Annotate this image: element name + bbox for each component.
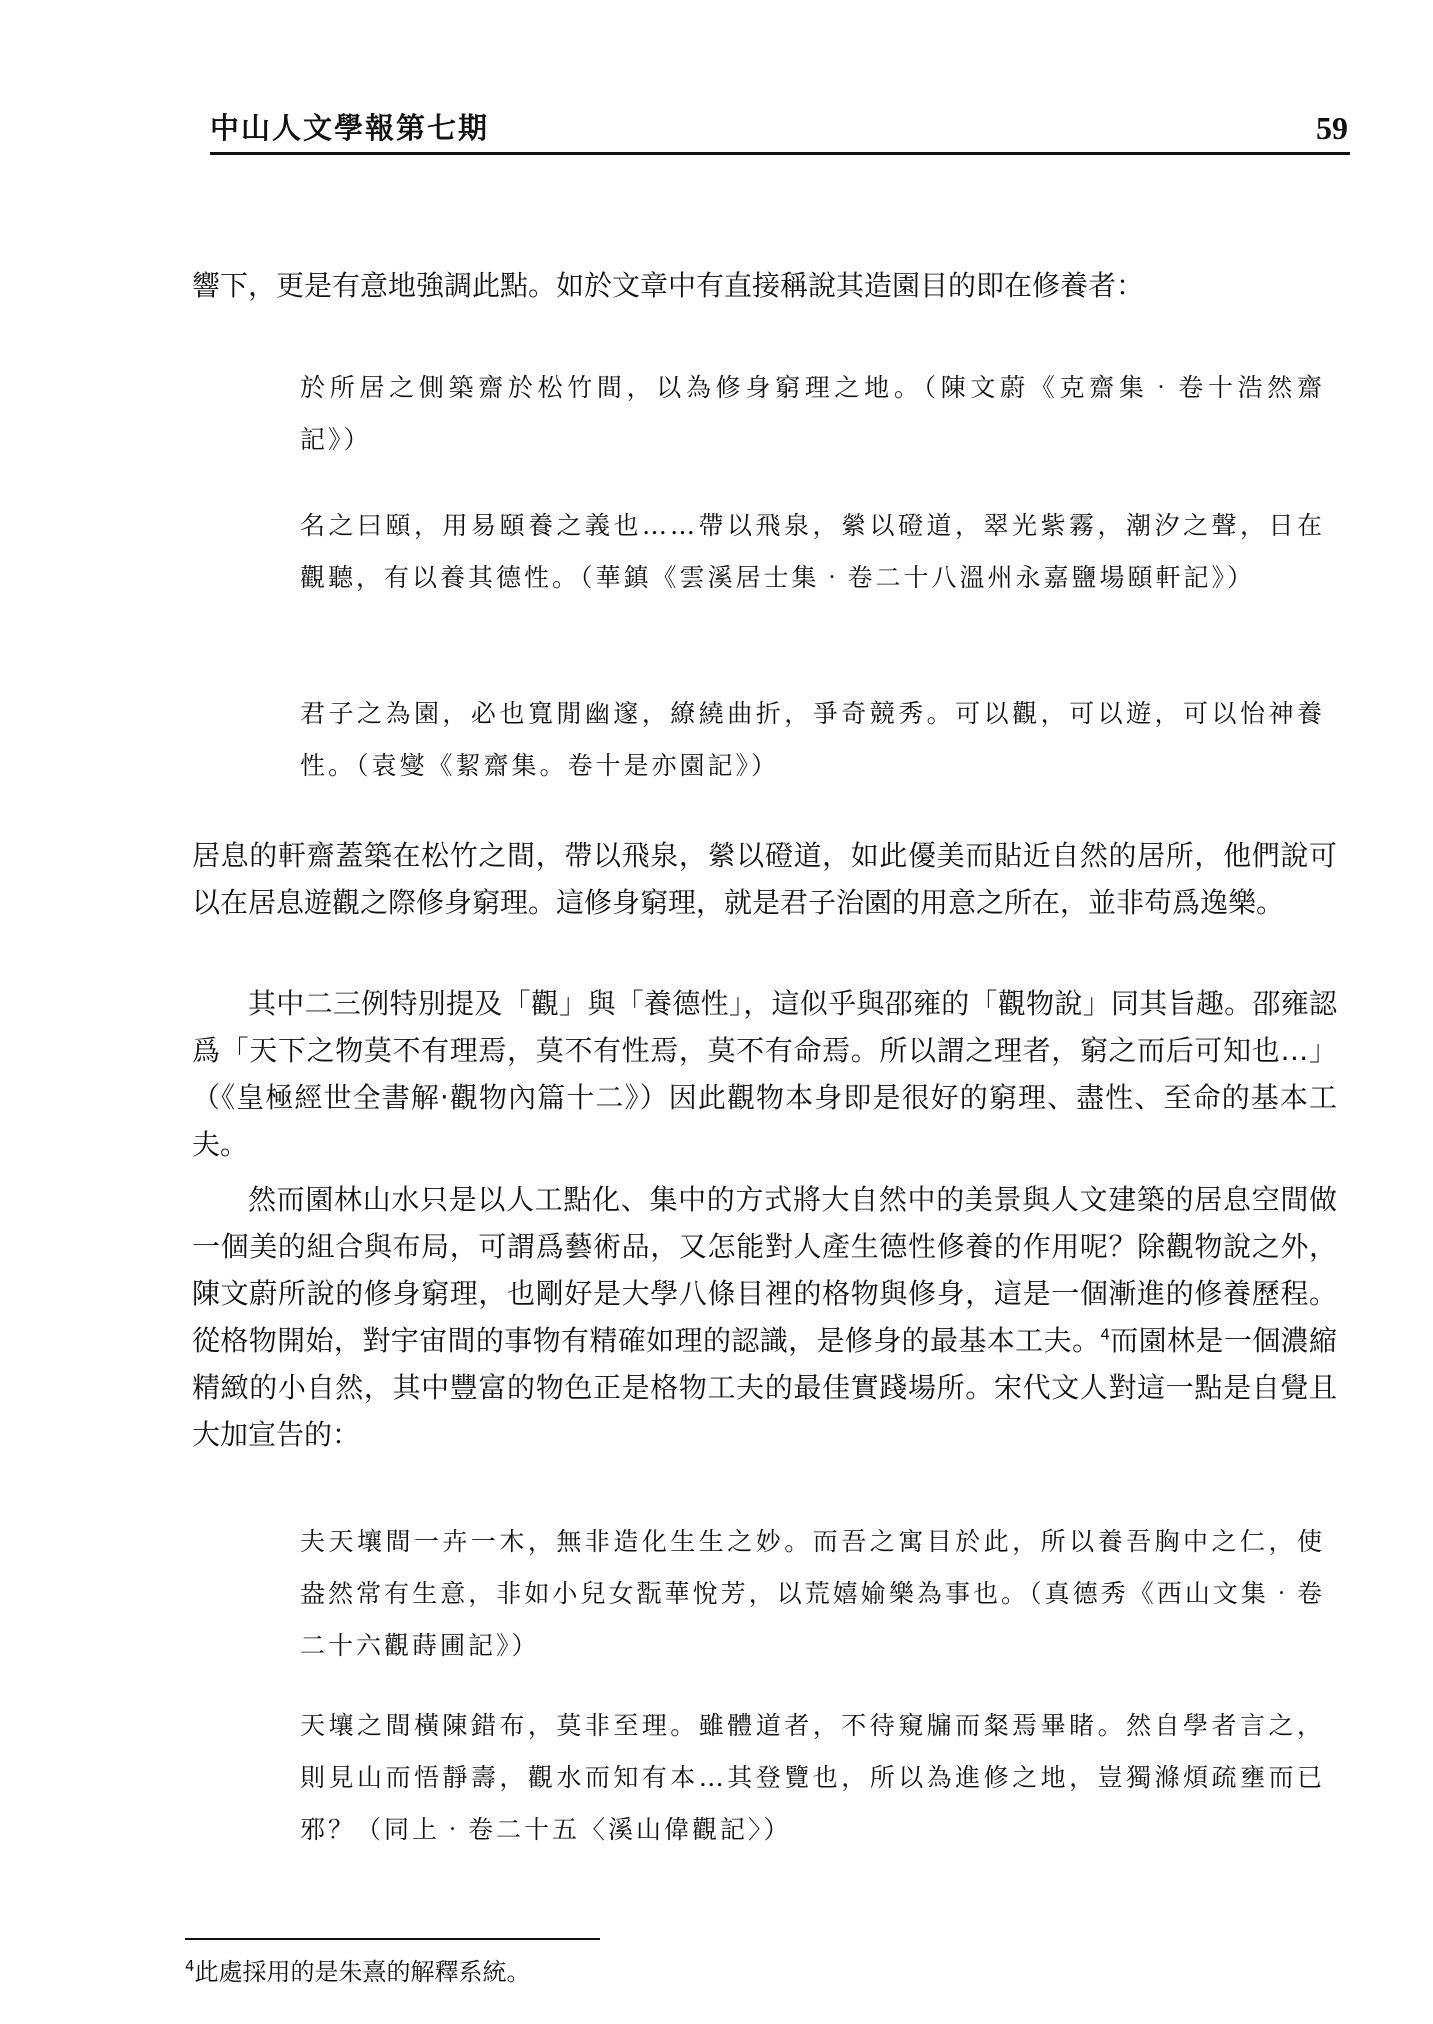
- block-quote-1: 於所居之側築齋於松竹間，以為修身窮理之地。（陳文蔚《克齋集‧卷十浩然齋記》）: [300, 373, 1325, 454]
- paragraph-4-part-2: 而園林是一個濃縮精緻的小自然，其中豐富的物色正是格物工夫的最佳實踐場所。宋代文人對這一點是自覺且大加宣告的：: [192, 1324, 1337, 1451]
- paragraph-4-part-1: 然而園林山水只是以人工點化、集中的方式將大自然中的美景與人文建築的居息空間做一個美的組合與布局，可謂爲藝術品，又怎能對人產生德性修養的作用呢？除觀物說之外，陳文蔚所說的修身窮理，也剛好是大學八條目裡的格物與修身，這是一個漸進的修養歷程。從格物開始，對宇宙間的事物有精確如理的認識，是修身的最基本工夫。: [192, 1183, 1337, 1357]
- running-header: [210, 100, 1350, 155]
- footnote-text: 此處採用的是朱熹的解釋系統。: [194, 1958, 531, 1986]
- footnote: [185, 1952, 531, 1987]
- body-paragraph-1: 響下，更是有意地強調此點。如於文章中有直接稱說其造園目的即在修養者：: [192, 269, 1145, 302]
- block-quote-5: 天壤之間橫陳錯布，莫非至理。雖體道者，不待窺牖而粲焉畢睹。然自學者言之，則見山而悟靜壽，觀水而知有本…其登覽也，所以為進修之地，豈獨滌煩疏壅而已邪？（同上‧卷二十五〈溪山偉觀記〉）: [300, 1711, 1325, 1844]
- block-quote-3: 君子之為園，必也寬閒幽邃，繚繞曲折，爭奇競秀。可以觀，可以遊，可以怡神養性。（袁燮《絜齋集。卷十是亦園記》）: [300, 699, 1325, 780]
- footnote-number: 4: [185, 1957, 195, 1975]
- footnote-marker: 4: [1100, 1325, 1110, 1344]
- body-paragraph-3: 其中二三例特別提及「觀」與「養德性」，這似乎與邵雍的「觀物說」同其旨趣。邵雍認爲「天下之物莫不有理焉，莫不有性焉，莫不有命焉。所以謂之理者，窮之而后可知也…」（《皇極經世全書解‧觀物內篇十二》）因此觀物本身即是很好的窮理、盡性、至命的基本工夫。: [192, 987, 1337, 1161]
- block-quote-2: 名之曰頤，用易頤養之義也……帶以飛泉，縈以磴道，翠光紫霧，潮汐之聲，日在觀聽，有以養其德性。（華鎮《雲溪居士集‧卷二十八溫州永嘉鹽場頤軒記》）: [300, 511, 1325, 592]
- journal-title: 中山人文學報第七期: [210, 111, 490, 145]
- page-number: 59: [1316, 110, 1348, 146]
- body-paragraph-4: [192, 1176, 1337, 1458]
- block-quote-4: 夫天壤間一卉一木，無非造化生生之妙。而吾之寓目於此，所以養吾胸中之仁，使盎然常有生意，非如小兒女翫華悅芳，以荒嬉媮樂為事也。（真德秀《西山文集‧卷二十六觀蒔圃記》）: [300, 1527, 1325, 1660]
- footnote-divider: [185, 1938, 600, 1940]
- body-paragraph-2: 居息的軒齋蓋築在松竹之間，帶以飛泉，縈以磴道，如此優美而貼近自然的居所，他們說可以在居息遊觀之際修身窮理。這修身窮理，就是君子治園的用意之所在，並非苟爲逸樂。: [192, 839, 1337, 919]
